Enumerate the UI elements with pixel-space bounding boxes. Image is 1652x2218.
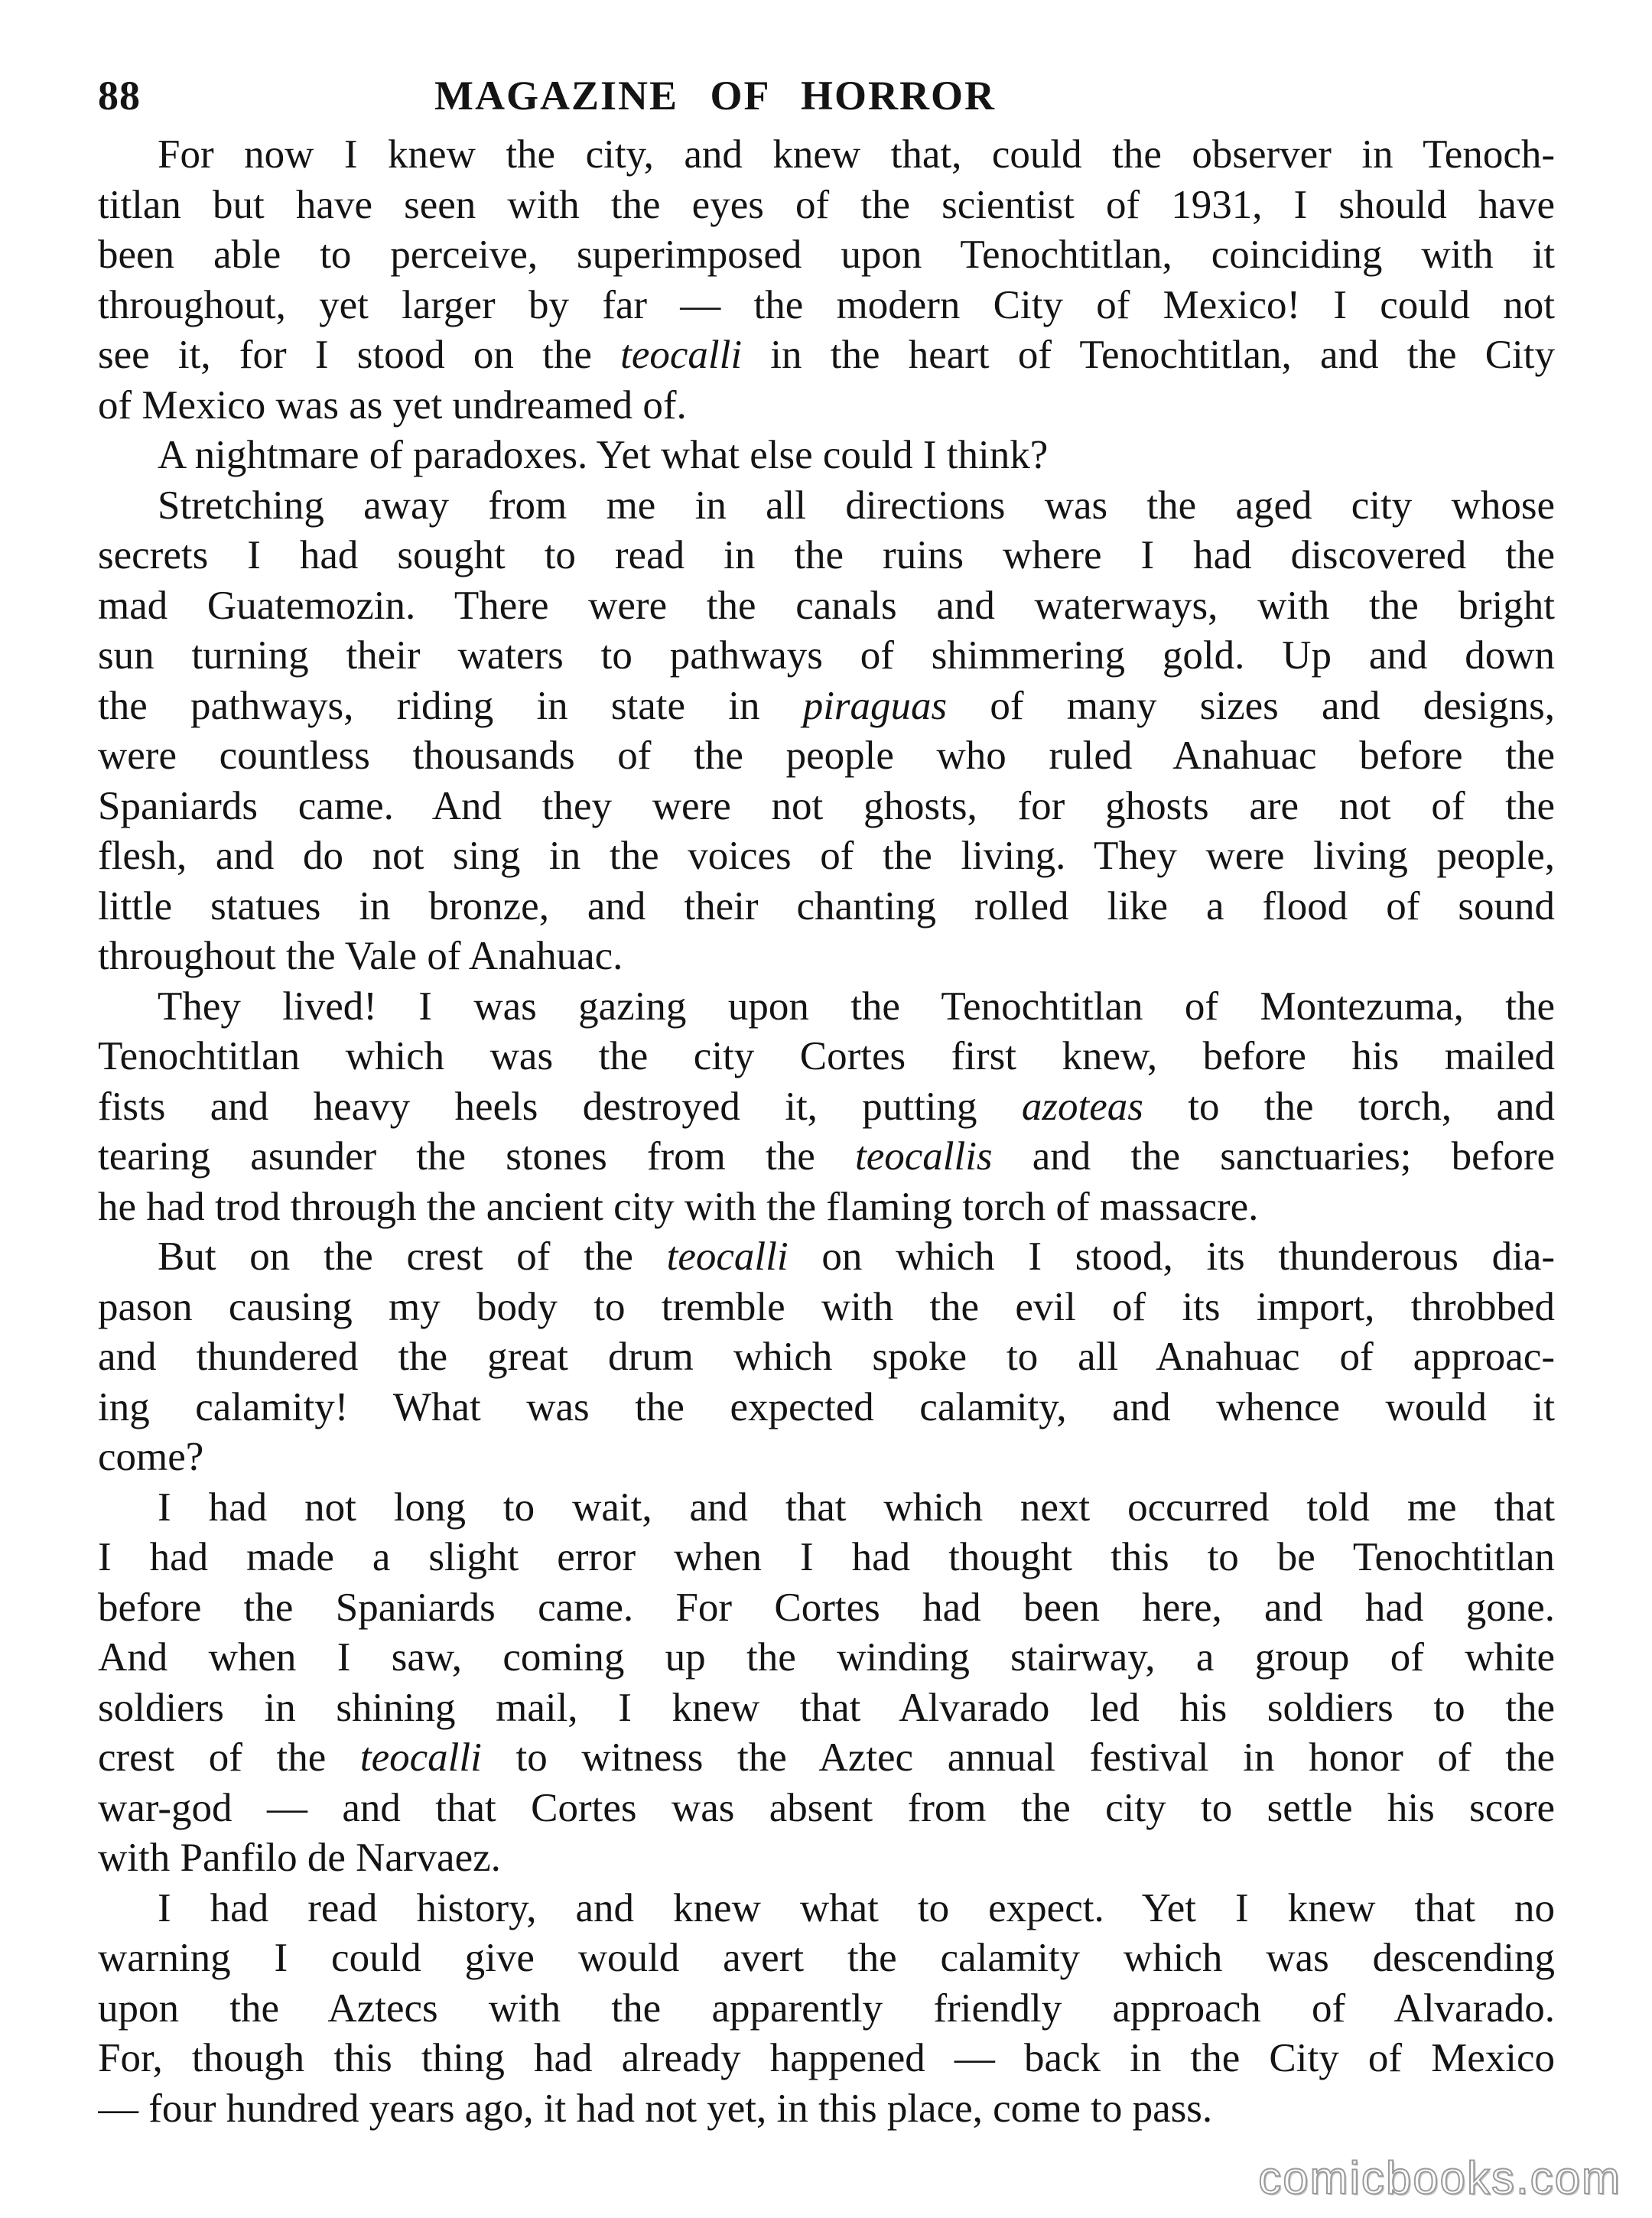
text-line: crest of the teocalli to witness the Aztec annual festival in honor of the [98,1735,1555,1780]
italic-term: azoteas [1021,1084,1143,1129]
italic-term: teocallis [854,1134,993,1179]
paragraph [98,982,1555,1233]
text-line: warning I could give would avert the calamity which was descending [98,1936,1555,1980]
text-line: mad Guatemozin. There were the canals and waterways, with the bright [98,583,1555,628]
page-number: 88 [98,73,141,119]
text-line: I had not long to wait, and that which next occurred told me that [158,1485,1555,1530]
text-line: titlan but have seen with the eyes of the scientist of 1931, I should have [98,182,1555,227]
watermark-logo: comicbooks.com [1258,2152,1621,2203]
italic-term: teocalli [620,333,743,377]
paragraph [98,1884,1555,2135]
text-line: For, though this thing had already happened — back in the City of Mexico [98,2036,1555,2080]
text-line: fists and heavy heels destroyed it, putting azoteas to the torch, and [98,1084,1555,1129]
text-line: For now I knew the city, and knew that, could the observer in Tenoch- [158,132,1555,177]
italic-term: piraguas [802,683,948,728]
paragraph [98,481,1555,982]
paragraph [98,1232,1555,1483]
text-line: They lived! I was gazing upon the Tenochtitlan of Montezuma, the [158,984,1555,1029]
text-line: before the Spaniards came. For Cortes had been here, and had gone. [98,1585,1555,1630]
text-line: But on the crest of the teocalli on which I stood, its thunderous dia- [158,1234,1555,1279]
text-line: been able to perceive, superimposed upon Tenochtitlan, coinciding with it [98,233,1555,277]
text-line: I had made a slight error when I had thought this to be Tenochtitlan [98,1535,1555,1579]
text-line: soldiers in shining mail, I knew that Alvarado led his soldiers to the [98,1685,1555,1730]
text-line: — four hundred years ago, it had not yet, in this place, come to pass. [98,2086,1213,2131]
text-line: I had read history, and knew what to expect. Yet I knew that no [158,1885,1555,1930]
text-line: throughout the Vale of Anahuac. [98,934,623,978]
text-line: were countless thousands of the people who ruled Anahuac before the [98,733,1555,778]
magazine-title: MAGAZINE OF HORROR [434,73,996,119]
text-line: pason causing my body to tremble with the evil of its import, throbbed [98,1284,1555,1329]
text-line: war-god — and that Cortes was absent from the city to settle his score [98,1785,1555,1830]
text-line: sun turning their waters to pathways of shimmering gold. Up and down [98,633,1555,678]
italic-term: teocalli [359,1735,482,1780]
text-line: come? [98,1435,204,1479]
text-line: And when I saw, coming up the winding stairway, a group of white [98,1635,1555,1680]
italic-term: teocalli [666,1234,789,1279]
text-line: the pathways, riding in state in piraguas of many sizes and designs, [98,683,1555,728]
paragraph [98,431,1555,481]
text-line: Stretching away from me in all directions was the aged city whose [158,483,1555,528]
text-line: see it, for I stood on the teocalli in the heart of Tenochtitlan, and the City [98,333,1555,377]
text-line: ing calamity! What was the expected calamity, and whence would it [98,1384,1555,1429]
paragraph [98,1483,1555,1884]
magazine-page [98,69,1555,2134]
text-line: he had trod through the ancient city with the flaming torch of massacre. [98,1184,1259,1229]
text-line: upon the Aztecs with the apparently friendly approach of Alvarado. [98,1985,1555,2031]
text-line: A nightmare of paradoxes. Yet what else could I think? [158,433,1049,477]
text-line: Spaniards came. And they were not ghosts, for ghosts are not of the [98,783,1555,828]
running-head [98,69,1555,122]
text-line: throughout, yet larger by far — the modern City of Mexico! I could not [98,282,1555,327]
text-line: tearing asunder the stones from the teocallis and the sanctuaries; before [98,1134,1555,1179]
text-line: of Mexico was as yet undreamed of. [98,382,687,428]
paragraph [98,130,1555,431]
text-line: Tenochtitlan which was the city Cortes first knew, before his mailed [98,1034,1555,1078]
text-line: and thundered the great drum which spoke to all Anahuac of approac- [98,1335,1555,1379]
text-line: secrets I had sought to read in the ruins where I had discovered the [98,533,1555,577]
text-line: flesh, and do not sing in the voices of the living. They were living people, [98,834,1555,878]
text-line: little statues in bronze, and their chanting rolled like a flood of sound [98,883,1555,929]
text-line: with Panfilo de Narvaez. [98,1836,501,1880]
story-text [98,130,1555,2134]
